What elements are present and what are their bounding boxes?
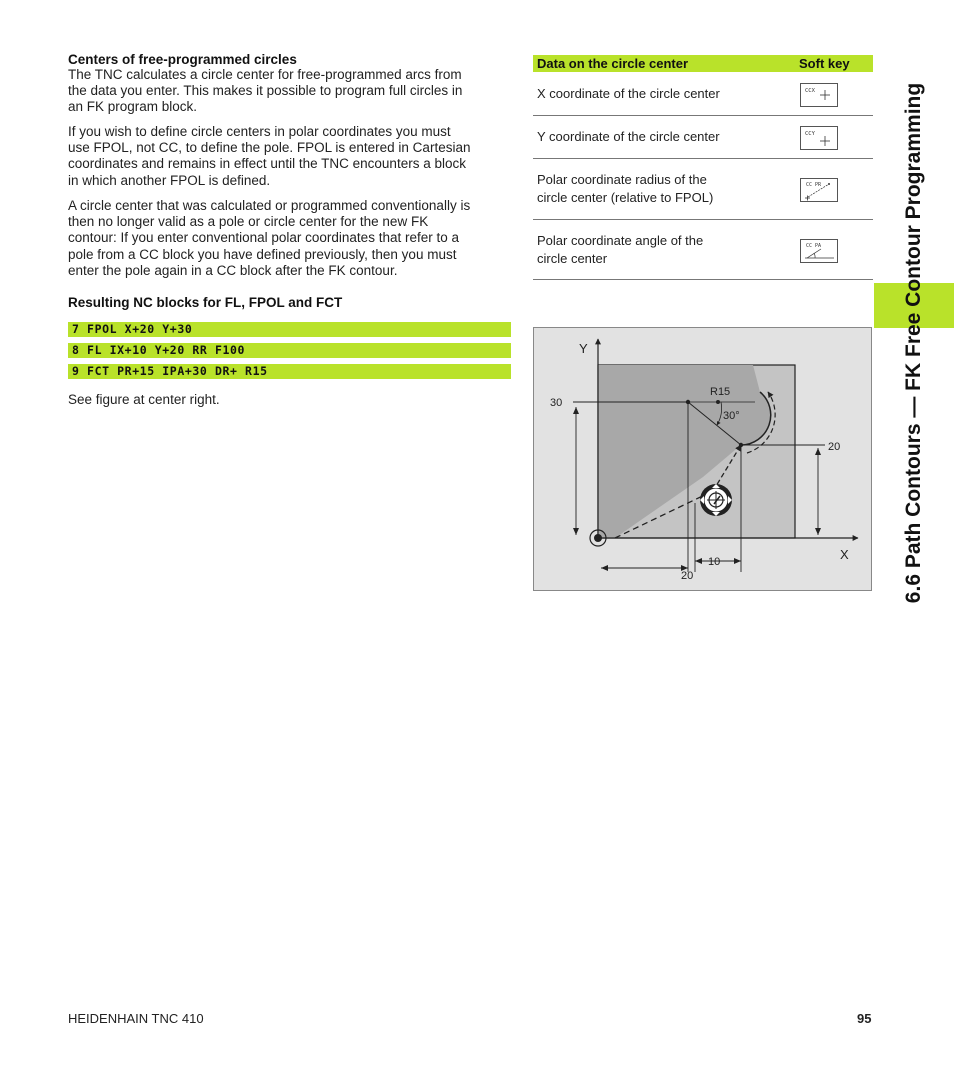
y-axis-label: Y [579, 341, 588, 356]
circle-center-point [716, 400, 720, 404]
text-line: The TNC calculates a circle center for free-programmed arcs from [68, 67, 462, 82]
nc-block-9: 9 FCT PR+15 IPA+30 DR+ R15 [68, 364, 511, 379]
table-divider [533, 158, 873, 159]
text-line: use FPOL, not CC, to define the pole. FPOL is entered in Cartesian [68, 140, 471, 156]
polar-radius-softkey-icon [801, 179, 837, 201]
row-label: circle center (relative to FPOL) [537, 190, 714, 205]
table-header [533, 55, 873, 72]
text-line: If you wish to define circle centers in polar coordinates you must [68, 124, 451, 139]
section-heading-circle-centers: Centers of free-programmed circles [68, 52, 297, 67]
dim-10-label: 10 [708, 556, 721, 568]
softkey-label: CCY [805, 131, 815, 137]
nc-block-8: 8 FL IX+10 Y+20 RR F100 [68, 343, 511, 358]
table-row-x-coordinate [537, 85, 777, 103]
text-line: enter the pole again in a CC block after the FK contour. [68, 262, 398, 278]
dim-20-bottom-label: 20 [681, 570, 694, 582]
text-line: contour: If you enter conventional polar coordinates that refer to a [68, 230, 459, 246]
paragraph-1 [68, 67, 513, 116]
table-row-y-coordinate [537, 128, 777, 146]
table-header-data: Data on the circle center [537, 56, 688, 71]
softkey-label: CC PR [806, 182, 822, 188]
text-line: an FK program block. [68, 99, 198, 115]
x-coordinate-softkey-icon [801, 84, 837, 106]
nc-block-7: 7 FPOL X+20 Y+30 [68, 322, 511, 337]
row-label: circle center [537, 251, 608, 266]
fk-contour-figure [533, 327, 873, 592]
footer-product: HEIDENHAIN TNC 410 [68, 1011, 204, 1026]
x-axis-label: X [840, 547, 849, 562]
chapter-title: 6.6 Path Contours — FK Free Contour Programming [902, 82, 925, 604]
dim-20-right-label: 20 [828, 441, 841, 453]
row-label: Polar coordinate angle of the [537, 233, 704, 248]
y-coordinate-softkey-icon [801, 127, 837, 149]
page-number: 95 [857, 1011, 872, 1026]
row-label: Y coordinate of the circle center [537, 129, 720, 144]
softkey-cc-pr[interactable] [800, 178, 838, 202]
r15-label: R15 [710, 386, 731, 398]
table-header-softkey: Soft key [799, 56, 850, 71]
milling-cutter-icon [700, 484, 732, 516]
text-line: coordinates and remains in effect until the TNC encounters a block [68, 156, 466, 172]
text-line: then no longer valid as a pole or circle center for the new FK [68, 214, 429, 230]
paragraph-2 [68, 124, 513, 189]
text-line: in which another FPOL is defined. [68, 172, 271, 188]
text-line: A circle center that was calculated or programmed conventionally is [68, 198, 471, 213]
softkey-ccy[interactable] [800, 126, 838, 150]
paragraph-3 [68, 198, 513, 279]
text-line: pole from a CC block you have defined previously, then you must [68, 246, 457, 262]
table-divider [533, 115, 873, 116]
angle-label: 30° [723, 410, 740, 422]
softkey-ccx[interactable] [800, 83, 838, 107]
row-label: Polar coordinate radius of the [537, 172, 707, 187]
text-line: the data you enter. This makes it possible to program full circles in [68, 83, 463, 99]
row-label: X coordinate of the circle center [537, 86, 720, 101]
table-divider [533, 279, 873, 280]
polar-angle-softkey-icon [801, 240, 837, 262]
table-row-polar-angle [537, 232, 777, 268]
softkey-label: CCX [805, 88, 815, 94]
section-heading-nc-blocks: Resulting NC blocks for FL, FPOL and FCT [68, 295, 343, 310]
softkey-label: CC PA [806, 243, 822, 249]
table-divider [533, 219, 873, 220]
softkey-cc-pa[interactable] [800, 239, 838, 263]
pole-origin-marker [594, 534, 602, 542]
table-row-polar-radius [537, 171, 777, 207]
see-figure-note: See figure at center right. [68, 392, 220, 407]
dim-30-label: 30 [550, 397, 563, 409]
